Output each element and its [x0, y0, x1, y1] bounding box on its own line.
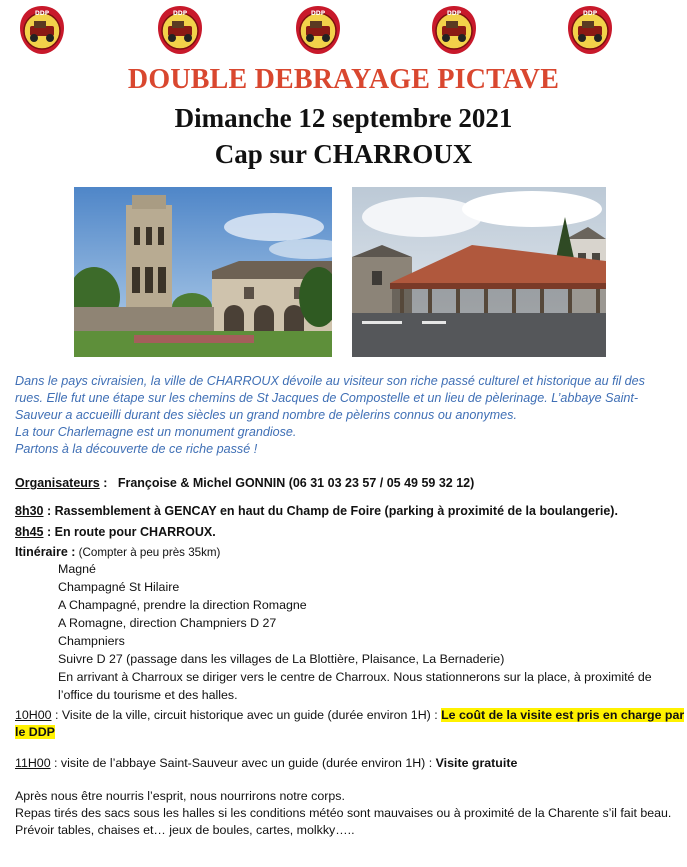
svg-text:DDP: DDP: [310, 10, 326, 17]
intro-line: La tour Charlemagne est un monument grandiose.: [15, 425, 297, 439]
photo-tour-charlemagne: [74, 187, 332, 357]
event-destination: Cap sur CHARROUX: [214, 139, 473, 169]
logo-row: [0, 4, 687, 60]
intro-line: Partons à la découverte de ce riche passé !: [15, 442, 258, 456]
ddp-logo-icon: [566, 4, 614, 56]
schedule-text: : En route pour CHARROUX.: [43, 525, 216, 539]
closing-line: Prévoir tables, chaises et… jeux de boules, cartes, molkky…..: [15, 823, 355, 837]
route-step: l’office du tourisme et des halles.: [58, 688, 238, 702]
schedule-line-gathering: [15, 503, 618, 520]
itineraire-steps: [58, 560, 678, 704]
route-step: Champniers: [58, 634, 125, 648]
route-step: En arrivant à Charroux se diriger vers le centre de Charroux. Nous stationnerons sur la place, à proximité de: [58, 670, 652, 684]
club-title: DOUBLE DEBRAYAGE PICTAVE: [127, 64, 560, 95]
ddp-logo-icon: [430, 4, 478, 56]
svg-text:DDP: DDP: [446, 10, 462, 17]
route-step: Magné: [58, 562, 96, 576]
visit-text: : Visite de la ville, circuit historique avec un guide (durée environ 1H) :: [51, 708, 442, 722]
ddp-logo-icon: [18, 4, 66, 56]
closing-line: Après nous être nourris l’esprit, nous nourrirons notre corps.: [15, 789, 345, 803]
closing-text: [15, 788, 675, 839]
svg-text:DDP: DDP: [582, 10, 598, 17]
intro-line: Dans le pays civraisien, la ville de CHARROUX dévoile au visiteur son riche passé culturel et historique au fil des rues. Elle fut une étape sur les chemins de St Jacques de Compostelle et un lieu de pèlerinage. L’abbaye Saint-Sauveur a accueilli durant des siècles un grand nombre de pèlerins connus ou anonymes.: [15, 374, 645, 422]
route-step: A Romagne, direction Champniers D 27: [58, 616, 277, 630]
visit-abbey-line: [15, 755, 675, 772]
schedule-text: : Rassemblement à GENCAY en haut du Champ de Foire (parking à proximité de la boulangerie).: [43, 504, 618, 518]
schedule-line-departure: [15, 524, 216, 541]
intro-text: [15, 373, 675, 458]
svg-text:DDP: DDP: [34, 10, 50, 17]
photo-les-halles: [352, 187, 606, 357]
ddp-logo-icon: [156, 4, 204, 56]
route-step: A Champagné, prendre la direction Romagne: [58, 598, 307, 612]
visit-time: 10H00: [15, 708, 52, 722]
schedule-time: 8h45: [15, 525, 44, 539]
visit-city-line: [15, 707, 685, 741]
itineraire-note: (Compter à peu près 35km): [75, 546, 221, 559]
itineraire-label: Itinéraire :: [15, 545, 76, 559]
organisateurs-sep: :: [99, 476, 118, 490]
route-step: Champagné St Hilaire: [58, 580, 180, 594]
organisateurs-label: Organisateurs: [15, 476, 100, 490]
svg-text:DDP: DDP: [172, 10, 188, 17]
organisateurs-line: [15, 475, 474, 492]
event-date: Dimanche 12 septembre 2021: [174, 103, 513, 133]
schedule-time: 8h30: [15, 504, 44, 518]
route-step: Suivre D 27 (passage dans les villages de La Blottière, Plaisance, La Bernaderie): [58, 652, 505, 666]
visit-text: : visite de l’abbaye Saint-Sauveur avec un guide (durée environ 1H) :: [50, 756, 436, 770]
visit-cost-highlight: Le coût de la visite est pris en charge par: [441, 708, 685, 722]
organisateurs-value: Françoise & Michel GONNIN (06 31 03 23 57 / 05 49 59 32 12): [117, 476, 475, 490]
itineraire-heading: [15, 544, 220, 561]
visit-cost-highlight: le DDP: [15, 725, 55, 739]
visit-time: 11H00: [15, 756, 51, 770]
ddp-logo-icon: [294, 4, 342, 56]
visit-free-label: Visite gratuite: [435, 756, 518, 770]
closing-line: Repas tirés des sacs sous les halles si les conditions météo sont mauvaises ou à proximité de la Charente s’il fait beau.: [15, 806, 672, 820]
